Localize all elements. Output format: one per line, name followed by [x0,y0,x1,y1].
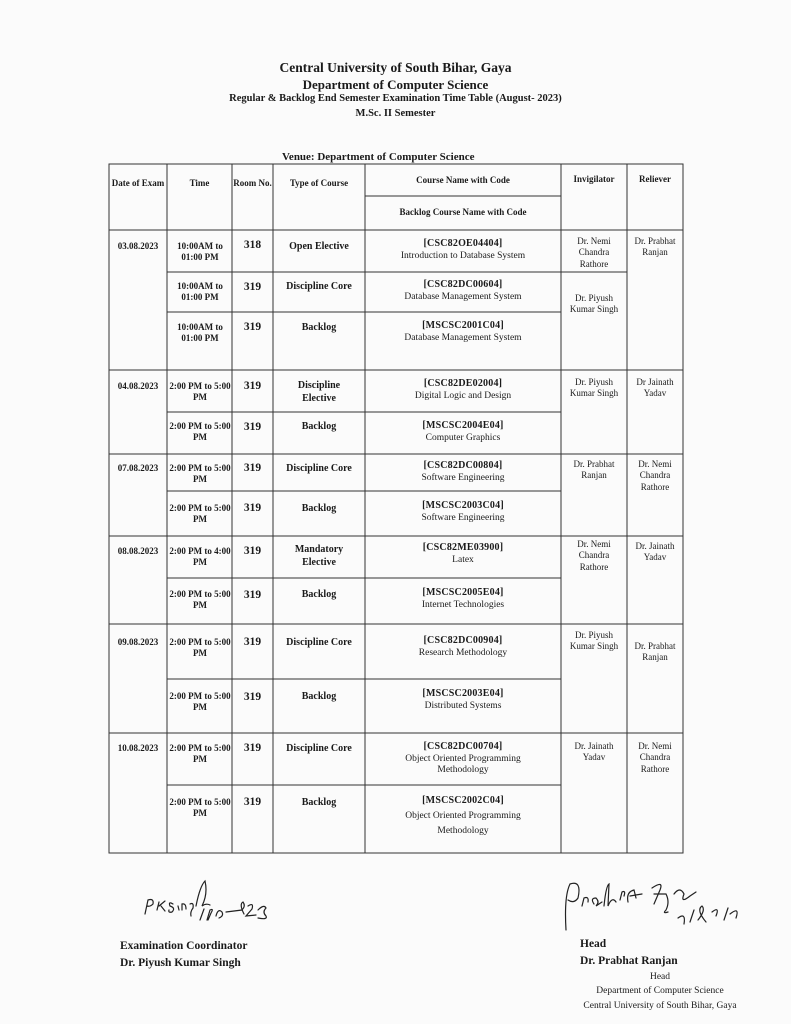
stamp-line-1: Head [649,972,671,982]
course-code: [MSCSC2001C04] [422,320,504,331]
invigilator-cell: Dr. Nemi Chandra Rathore [577,539,611,572]
date-cell: 07.08.2023 [117,463,159,473]
course-type-cell: Mandatory Elective [294,544,344,568]
course-name: Distributed Systems [424,700,502,711]
time-cell: 2:00 PM to 5:00 PM [169,797,231,819]
course-cell [365,688,561,712]
course-code: [MSCSC2003E04] [422,688,504,699]
course-type-cell: Backlog [301,589,337,600]
venue-label: Venue: Department of Computer Science [282,151,475,163]
col-header-course: Course Name with Code [416,175,510,185]
time-cell: 2:00 PM to 5:00 PM [169,381,231,403]
course-type-cell: Backlog [301,691,337,702]
coordinator-block [120,938,247,971]
department-name: Department of Computer Science [302,77,489,92]
room-cell: 319 [243,796,262,808]
coordinator-signature [140,876,280,926]
col-header-backlog-course: Backlog Course Name with Code [399,207,527,217]
course-name: Object Oriented Programming Methodology [405,753,521,776]
course-cell [386,741,540,777]
course-code: [CSC82DC00804] [423,460,503,471]
course-cell [365,542,561,566]
exam-title: Regular & Backlog End Semester Examination Time Table (August- 2023) [229,93,562,104]
course-code: [CSC82DC00904] [423,635,503,646]
course-code: [CSC82DE02004] [423,378,503,389]
date-cell: 04.08.2023 [117,381,159,391]
room-cell: 319 [243,281,262,293]
course-name: Latex [452,554,474,565]
course-type-cell: Backlog [301,503,337,514]
course-name: Digital Logic and Design [414,390,512,401]
course-code: [CSC82DC00604] [423,279,503,290]
invigilator-cell: Dr. Piyush Kumar Singh [569,293,619,315]
room-cell: 319 [243,589,262,601]
course-code: [MSCSC2002C04] [422,795,504,806]
time-cell: 2:00 PM to 5:00 PM [169,743,231,765]
invigilator-cell: Dr. Jainath Yadav [574,741,614,763]
room-cell: 319 [243,380,262,392]
course-name: Database Management System [404,332,522,343]
invigilator-cell: Dr. Nemi Chandra Rathore [577,236,611,269]
col-header-invigilator: Invigilator [573,174,615,184]
date-cell: 08.08.2023 [117,546,159,556]
room-cell: 319 [243,462,262,474]
col-header-reliever: Reliever [639,174,671,184]
room-cell: 319 [243,502,262,514]
course-type-cell: Backlog [301,797,337,808]
time-cell: 2:00 PM to 5:00 PM [169,503,231,525]
course-code: [MSCSC2004E04] [422,420,504,431]
course-code: [MSCSC2003C04] [422,500,504,511]
reliever-cell: Dr. Jainath Yadav [635,541,675,563]
date-cell: 03.08.2023 [117,241,159,251]
semester-label: M.Sc. II Semester [355,108,436,119]
reliever-cell: Dr. Prabhat Ranjan [634,641,676,663]
course-cell [365,460,561,484]
course-name: Computer Graphics [425,432,501,443]
invigilator-cell: Dr. Piyush Kumar Singh [569,630,619,652]
room-cell: 319 [243,321,262,333]
room-cell: 318 [243,239,262,251]
university-name: Central University of South Bihar, Gaya [279,60,512,75]
course-name: Internet Technologies [421,599,505,610]
course-type-cell: Discipline Core [286,637,352,648]
course-cell [365,635,561,659]
room-cell: 319 [243,545,262,557]
time-cell: 10:00AM to 01:00 PM [177,322,223,344]
col-header-type: Type of Course [289,178,349,188]
course-cell [365,420,561,444]
head-name: Dr. Prabhat Ranjan [580,954,678,967]
reliever-cell: Dr. Nemi Chandra Rathore [638,459,672,492]
head-signature [556,866,746,938]
course-cell [365,500,561,524]
course-cell [386,793,540,839]
course-name: Software Engineering [421,472,505,483]
course-code: [MSCSC2005E04] [422,587,504,598]
course-cell [365,279,561,303]
course-code: [CSC82ME03900] [422,542,504,553]
stamp-line-3: Central University of South Bihar, Gaya [583,1000,737,1011]
course-name: Research Methodology [418,647,508,658]
head-title: Head [580,938,607,950]
reliever-cell: Dr. Prabhat Ranjan [634,236,676,258]
course-name: Object Oriented Programming Methodology [405,811,521,837]
course-type-cell: Open Elective [289,241,349,252]
room-cell: 319 [243,742,262,754]
room-cell: 319 [243,691,262,703]
col-header-time: Time [189,178,210,188]
course-type-cell: Backlog [301,421,337,432]
time-cell: 2:00 PM to 5:00 PM [169,421,231,443]
course-cell [365,587,561,611]
course-cell [365,378,561,402]
course-name: Software Engineering [421,512,505,523]
course-code: [CSC82DC00704] [423,741,503,752]
head-block [580,936,678,969]
col-header-room: Room No. [233,178,272,188]
date-cell: 09.08.2023 [117,637,159,647]
coordinator-name: Dr. Piyush Kumar Singh [120,956,241,969]
course-type-cell: Discipline Core [286,743,352,754]
time-cell: 2:00 PM to 5:00 PM [169,589,231,611]
reliever-cell: Dr Jainath Yadav [636,377,674,399]
time-cell: 2:00 PM to 5:00 PM [169,637,231,659]
course-code: [CSC82OE04404] [423,238,503,249]
reliever-cell: Dr. Nemi Chandra Rathore [638,741,672,774]
course-type-cell: Discipline Elective [297,380,341,404]
time-cell: 2:00 PM to 4:00 PM [169,546,231,568]
course-cell [365,320,561,344]
date-cell: 10.08.2023 [117,743,159,753]
time-cell: 10:00AM to 01:00 PM [177,281,223,303]
room-cell: 319 [243,636,262,648]
time-cell: 2:00 PM to 5:00 PM [169,463,231,485]
invigilator-cell: Dr. Prabhat Ranjan [573,459,615,481]
coordinator-title: Examination Coordinator [120,940,248,952]
course-type-cell: Backlog [301,322,337,333]
stamp-line-2: Department of Computer Science [596,986,724,997]
col-header-date: Date of Exam [111,178,165,188]
course-cell [365,238,561,262]
room-cell: 319 [243,421,262,433]
invigilator-cell: Dr. Piyush Kumar Singh [569,377,619,399]
course-type-cell: Discipline Core [286,281,352,292]
course-name: Introduction to Database System [400,250,526,261]
course-name: Database Management System [404,291,522,302]
time-cell: 10:00AM to 01:00 PM [177,241,223,263]
head-stamp [560,970,760,1013]
course-type-cell: Discipline Core [286,463,352,474]
time-cell: 2:00 PM to 5:00 PM [169,691,231,713]
